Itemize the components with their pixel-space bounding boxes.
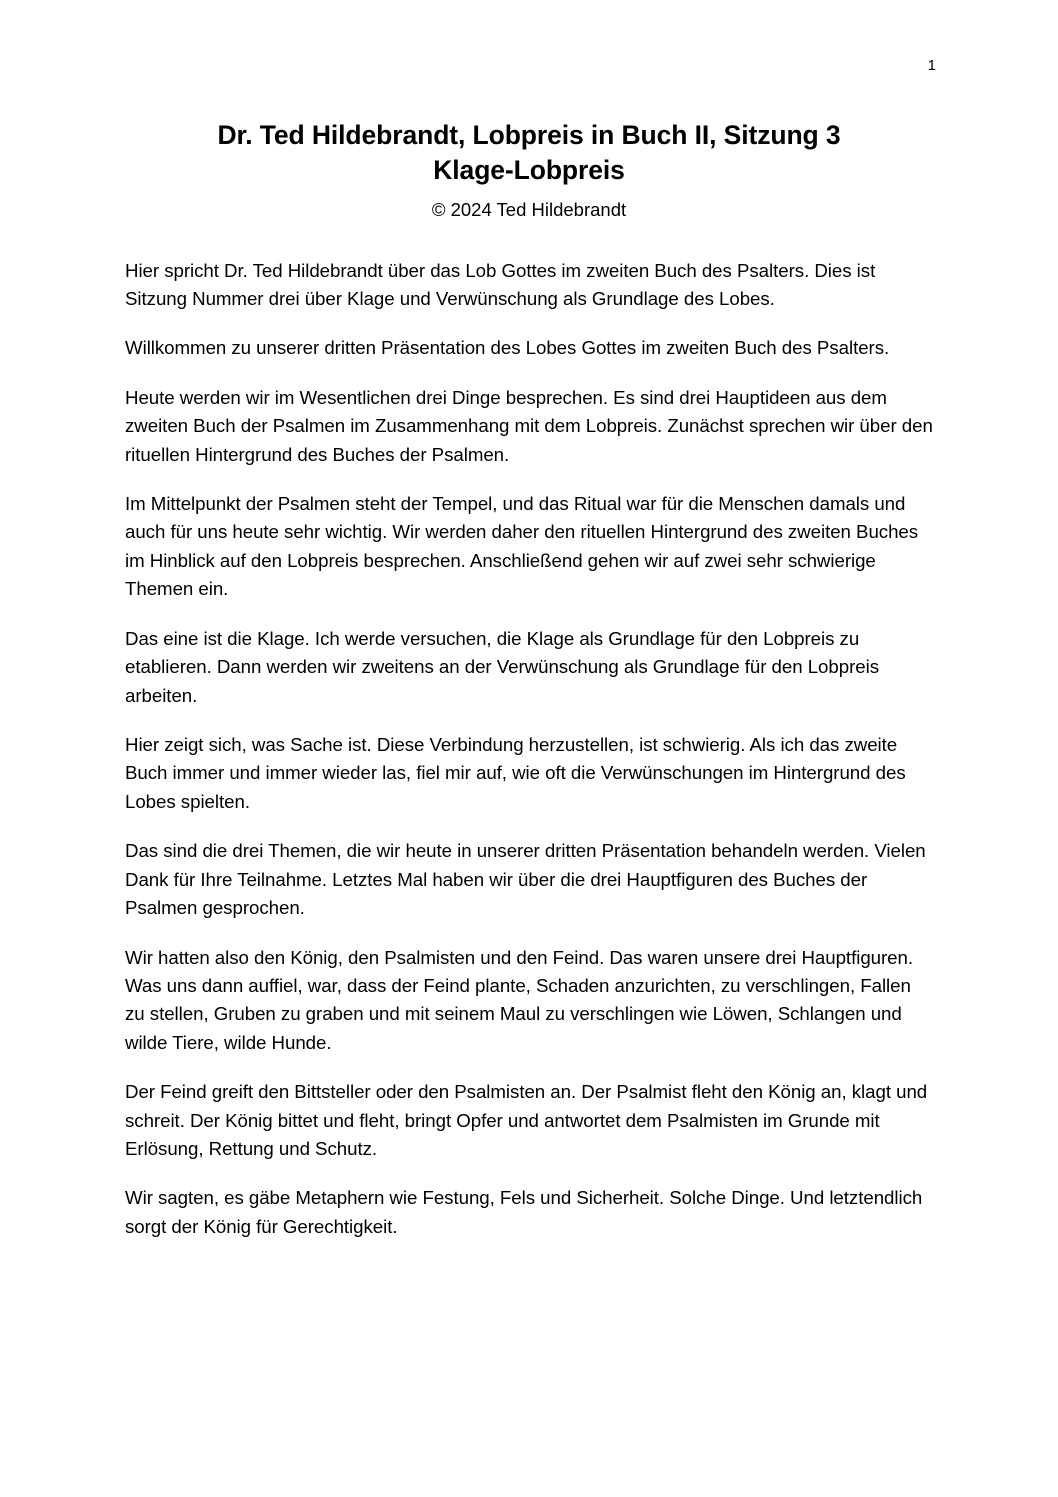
paragraph: Hier zeigt sich, was Sache ist. Diese Verbindung herzustellen, ist schwierig. Als ich das zweite Buch immer und immer wieder las, fiel mir auf, wie oft die Verwünschungen im Hintergrund des Lobes spielten. [125,734,906,812]
title-line-2: Klage-Lobpreis [433,155,625,186]
page-number: 1 [927,57,936,74]
paragraph: Das sind die drei Themen, die wir heute in unserer dritten Präsentation behandeln werden. Vielen Dank für Ihre Teilnahme. Letztes Mal haben wir über die drei Hauptfiguren des Buches der Psalmen gesprochen. [125,840,926,919]
document-body [125,257,933,1242]
paragraph: Hier spricht Dr. Ted Hildebrandt über das Lob Gottes im zweiten Buch des Psalters. Dies ist Sitzung Nummer drei über Klage und Verwünschung als Grundlage des Lobes. [125,259,876,309]
paragraph: Wir hatten also den König, den Psalmisten und den Feind. Das waren unsere drei Hauptfiguren. Was uns dann auffiel, war, dass der Feind plante, Schaden anzurichten, zu verschlingen, Fallen zu stellen, Gruben zu graben und mit seinem Maul zu verschlingen wie Löwen, Schlangen und wilde Tiere, wilde Hunde. [125,946,914,1053]
copyright-line: © 2024 Ted Hildebrandt [431,199,627,221]
paragraph: Heute werden wir im Wesentlichen drei Dinge besprechen. Es sind drei Hauptideen aus dem zweiten Buch der Psalmen im Zusammenhang mit dem Lobpreis. Zunächst sprechen wir über den rituellen Hintergrund des Buches der Psalmen. [125,386,933,465]
paragraph: Der Feind greift den Bittsteller oder den Psalmisten an. Der Psalmist fleht den König an, klagt und schreit. Der König bittet und fleht, bringt Opfer und antwortet dem Psalmisten im Grunde mit Erlösung, Rettung und Schutz. [125,1081,928,1160]
paragraph: Das eine ist die Klage. Ich werde versuchen, die Klage als Grundlage für den Lobpreis zu etablieren. Dann werden wir zweitens an der Verwünschung als Grundlage für den Lobpreis arbeiten. [125,627,879,706]
paragraph: Im Mittelpunkt der Psalmen steht der Tempel, und das Ritual war für die Menschen damals und auch für uns heute sehr wichtig. Wir werden daher den rituellen Hintergrund des zweiten Buches im Hinblick auf den Lobpreis besprechen. Anschließend gehen wir auf zwei sehr schwierige Themen ein. [125,493,919,600]
page-title [125,118,933,188]
title-line-1: Dr. Ted Hildebrandt, Lobpreis in Buch II, Sitzung 3 [217,120,841,150]
paragraph: Willkommen zu unserer dritten Präsentation des Lobes Gottes im zweiten Buch des Psalters. [125,337,890,359]
paragraph: Wir sagten, es gäbe Metaphern wie Festung, Fels und Sicherheit. Solche Dinge. Und letztendlich sorgt der König für Gerechtigkeit. [125,1187,923,1237]
